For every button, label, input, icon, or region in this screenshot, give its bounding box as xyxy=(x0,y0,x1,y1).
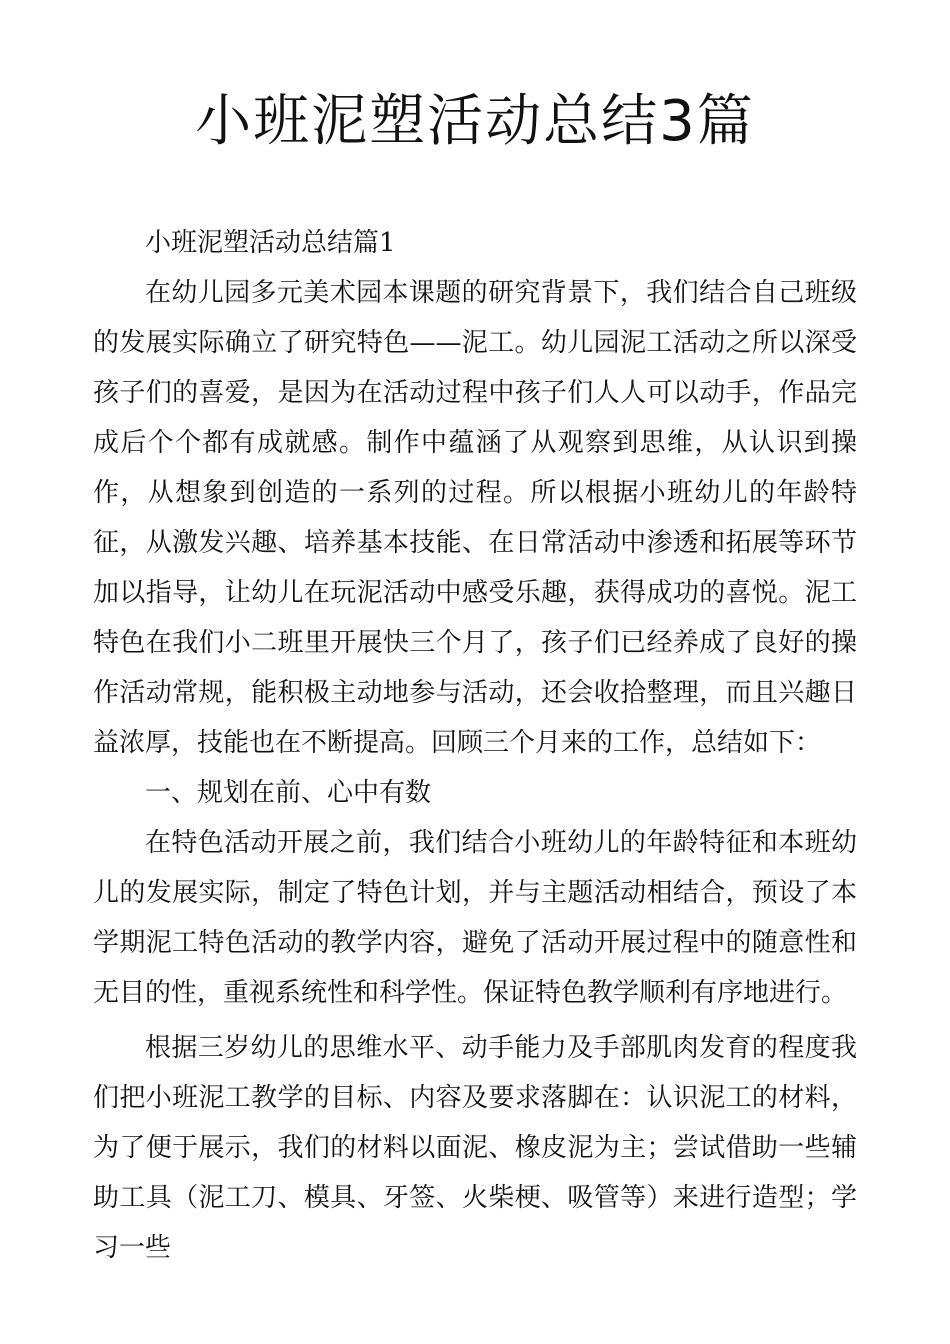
document-body xyxy=(93,218,857,1273)
document-title: 小班泥塑活动总结3篇 xyxy=(195,89,755,154)
paragraph-intro: 在幼儿园多元美术园本课题的研究背景下，我们结合自己班级的发展实际确立了研究特色——泥工。幼儿园泥工活动之所以深受孩子们的喜爱，是因为在活动过程中孩子们人人可以动手，作品完成后个个都有成就感。制作中蕴涵了从观察到思维，从认识到操作，从想象到创造的一系列的过程。所以根据小班幼儿的年龄特征，从激发兴趣、培养基本技能、在日常活动中渗透和拓展等环节加以指导，让幼儿在玩泥活动中感受乐趣，获得成功的喜悦。泥工特色在我们小二班里开展快三个月了，孩子们已经养成了良好的操作活动常规，能积极主动地参与活动，还会收拾整理，而且兴趣日益浓厚，技能也在不断提高。回顾三个月来的工作，总结如下： xyxy=(93,278,857,758)
paragraph-goals: 根据三岁幼儿的思维水平、动手能力及手部肌肉发育的程度我们把小班泥工教学的目标、内容及要求落脚在：认识泥工的材料，为了便于展示，我们的材料以面泥、橡皮泥为主；尝试借助一些辅助工具（泥工刀、模具、牙签、火柴梗、吸管等）来进行造型；学习一些 xyxy=(93,1033,857,1263)
paragraph-planning: 在特色活动开展之前，我们结合小班幼儿的年龄特征和本班幼儿的发展实际，制定了特色计划，并与主题活动相结合，预设了本学期泥工特色活动的教学内容，避免了活动开展过程中的随意性和无目的性，重视系统性和科学性。保证特色教学顺利有序地进行。 xyxy=(93,828,857,1008)
section-heading: 小班泥塑活动总结篇1 xyxy=(145,228,396,258)
subheading-planning: 一、规划在前、心中有数 xyxy=(145,778,432,808)
